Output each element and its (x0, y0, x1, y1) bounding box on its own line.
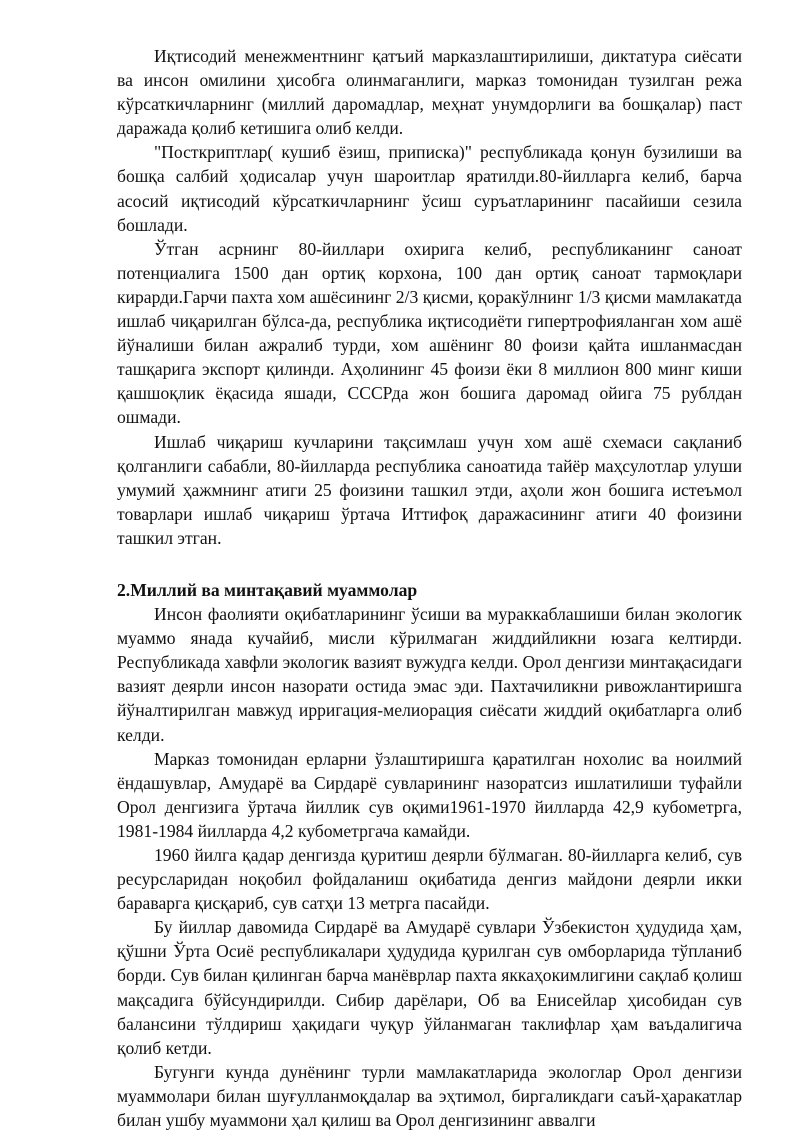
paragraph-raw-material-scheme: Ишлаб чиқариш кучларини тақсимлаш учун хом ашё схемаси сақланиб қолганлиги сабабли, 80-йилларда республика саноатида тайёр маҳсулотлар улуши умумий ҳажмнинг атиги 25 фоизини ташкил этди, аҳоли жон бошига истеъмол товарлари ишлаб чиқариш ўртача Иттифоқ даражасининг атиги 40 фоизини ташкил этган. (117, 431, 742, 548)
paragraph-sea-drying: 1960 йилга қадар денгизда қуритиш деярли бўлмаган. 80-йилларга келиб, сув ресурсларидан ноқобил фойдаланиш оқибатида денгиз майдони деярли икки бараварга қисқариб, сув сатҳи 13 метрга пасайди. (117, 845, 742, 914)
document-page (117, 44, 742, 1132)
paragraph-ecologists-today: Бугунги кунда дунёнинг турли мамлакатларида экологлар Орол денгизи муаммолари билан шуғулланмоқдалар ва эҳтимол, биргаликдаги саъй-ҳаракатлар билан ушбу муаммони ҳал қилиш ва Орол денгизининг аввалги (117, 1061, 742, 1131)
paragraph-reservoirs: Бу йиллар давомида Сирдарё ва Амударё сувлари Ўзбекистон ҳудудида ҳам, қўшни Ўрта Осиё республикалари ҳудудида қурилган сув омборларида тўпланиб борди. Сув билан қилинган барча манёврлар пахта яккаҳокимлигини сақлаб қолиш мақсадига бўйсундирилди. Сибир дарёлари, Об ва Енисейлар ҳисобидан сув балансини тўлдириш ҳақидаги чуқур ўйланмаган таклифлар ҳам ваъдалигича қолиб кетди. (117, 917, 742, 1058)
paragraph-postscripts: "Посткриптлар( кушиб ёзиш, приписка)" республикада қонун бузилиши ва бошқа салбий ҳодисалар учун шароитлар яратилди.80-йилларга келиб, барча асосий иқтисодий кўрсаткичларнинг ўсиш суръатларининг пасайиши сезила бошлади. (117, 142, 742, 235)
paragraph-ecological-problem: Инсон фаолияти оқибатларининг ўсиши ва мураккаблашиши билан экологик муаммо янада кучайиб, мисли кўрилмаган жиддийликни юзага келтирди. Республикада хавфли экологик вазият вужудга келди. Орол денгизи минтақасидаги вазият деярли инсон назорати остида эмас эди. Пахтачиликни ривожлантиришга йўналтирилган мавжуд ирригация-мелиорация сиёсати жиддий оқибатларга олиб келди. (117, 604, 742, 745)
section-heading: 2.Миллий ва минтақавий муаммолар (117, 579, 418, 600)
paragraph-water-flow: Марказ томонидан ерларни ўзлаштиришга қаратилган нохолис ва ноилмий ёндашувлар, Амударё ва Сирдарё сувларининг назоратсиз ишлатилиши туфайли Орол денгизига ўртача йиллик сув оқими1961-1970 йилларда 42,9 кубометрга, 1981-1984 йилларда 4,2 кубометргача камайди. (117, 748, 742, 841)
paragraph-centralization: Иқтисодий менежментнинг қатъий марказлаштирилиши, диктатура сиёсати ва инсон омилини ҳисобга олинмаганлиги, марказ томонидан тузилган режа кўрсаткичларнинг (миллий даромадлар, меҳнат унумдорлиги ва бошқалар) паст даражада қолиб кетишига олиб келди. (117, 46, 742, 139)
paragraph-industrial-potential: Ўтган асрнинг 80-йиллари охирига келиб, республиканинг саноат потенциалига 1500 дан ортиқ корхона, 100 дан ортиқ саноат тармоқлари кирарди.Гарчи пахта хом ашёсининг 2/3 қисми, қоракўлнинг 1/3 қисми мамлакатда ишлаб чиқарилган бўлса-да, республика иқтисодиёти гипертрофияланган хом ашё йўналиши билан ажралиб турди, хом ашёнинг 80 фоизи қайта ишланмасдан ташқарига экспорт қилинди. Аҳолининг 45 фоизи ёки 8 миллион 800 минг киши қашшоқлик ёқасида яшади, СССРда жон бошига даромад ойига 75 рублдан ошмади. (117, 238, 742, 428)
